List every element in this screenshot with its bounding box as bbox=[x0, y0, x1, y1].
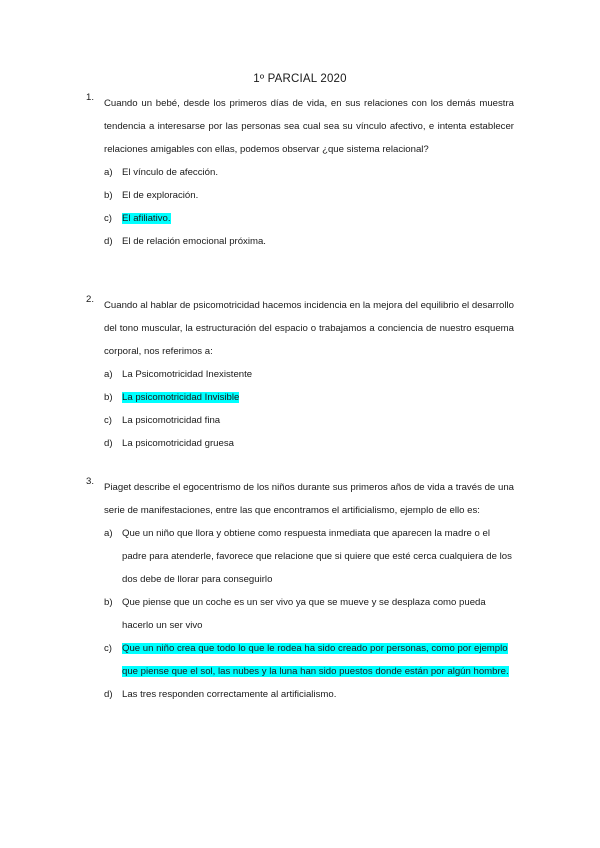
option-text-highlighted: Que un niño crea que todo lo que le rodea ha sido creado por personas, como por ejemplo que piense que el sol, las nubes y la luna han sido puestos donde están por algún hombre. bbox=[122, 643, 509, 677]
question-number: 3. bbox=[86, 476, 95, 487]
option-text-highlighted: El afiliativo. bbox=[122, 213, 171, 224]
option-letter: d) bbox=[104, 689, 113, 700]
option-letter: b) bbox=[104, 190, 113, 201]
option-text: La psicomotricidad gruesa bbox=[122, 438, 234, 449]
question-text: Cuando un bebé, desde los primeros días de vida, en sus relaciones con los demás muestra tendencia a interesarse por las personas sea cual sea su vínculo afectivo, e intenta establecer relaciones amigables con ellas, podemos observar ¿que sistema relacional? bbox=[104, 98, 514, 155]
option-text-highlighted: La psicomotricidad Invisible bbox=[122, 392, 240, 403]
question-text: Cuando al hablar de psicomotricidad hacemos incidencia en la mejora del equilibrio el desarrollo del tono muscular, la estructuración del espacio o trabajamos a conciencia de nuestro esquema corporal, nos referimos a: bbox=[104, 300, 514, 357]
option-b bbox=[104, 184, 514, 207]
option-text: El de relación emocional próxima. bbox=[122, 236, 266, 247]
question-1 bbox=[86, 92, 514, 253]
question-2 bbox=[86, 294, 514, 455]
option-letter: b) bbox=[104, 597, 113, 608]
question-3 bbox=[86, 476, 514, 706]
question-text: Piaget describe el egocentrismo de los niños durante sus primeros años de vida a través de una serie de manifestaciones, entre las que encontramos el artificialismo, ejemplo de ello es: bbox=[104, 482, 514, 516]
option-text: El vínculo de afección. bbox=[122, 167, 218, 178]
option-c bbox=[104, 637, 514, 683]
option-a bbox=[104, 522, 514, 591]
option-letter: b) bbox=[104, 392, 113, 403]
option-c bbox=[104, 409, 514, 432]
option-letter: d) bbox=[104, 438, 113, 449]
option-d bbox=[104, 683, 514, 706]
option-letter: a) bbox=[104, 369, 113, 380]
option-letter: a) bbox=[104, 167, 113, 178]
option-letter: a) bbox=[104, 528, 113, 539]
option-letter: d) bbox=[104, 236, 113, 247]
option-a bbox=[104, 161, 514, 184]
option-d bbox=[104, 230, 514, 253]
option-d bbox=[104, 432, 514, 455]
option-b bbox=[104, 386, 514, 409]
option-a bbox=[104, 363, 514, 386]
question-number: 1. bbox=[86, 92, 95, 103]
option-text: El de exploración. bbox=[122, 190, 199, 201]
option-b bbox=[104, 591, 514, 637]
option-letter: c) bbox=[104, 415, 112, 426]
option-text: La Psicomotricidad Inexistente bbox=[122, 369, 253, 380]
option-text: La psicomotricidad fina bbox=[122, 415, 221, 426]
option-text: Que piense que un coche es un ser vivo ya que se mueve y se desplaza como pueda hacerlo un ser vivo bbox=[122, 597, 486, 631]
option-text: Que un niño que llora y obtiene como respuesta inmediata que aparecen la madre o el padre para atenderle, favorece que relacione que si quiere que esté cerca cualquiera de los dos debe de llorar para conseguirlo bbox=[122, 528, 512, 585]
option-text: Las tres responden correctamente al artificialismo. bbox=[122, 689, 337, 700]
option-c bbox=[104, 207, 514, 230]
option-letter: c) bbox=[104, 643, 112, 654]
question-number: 2. bbox=[86, 294, 95, 305]
option-letter: c) bbox=[104, 213, 112, 224]
page-title: 1º PARCIAL 2020 bbox=[253, 73, 347, 85]
